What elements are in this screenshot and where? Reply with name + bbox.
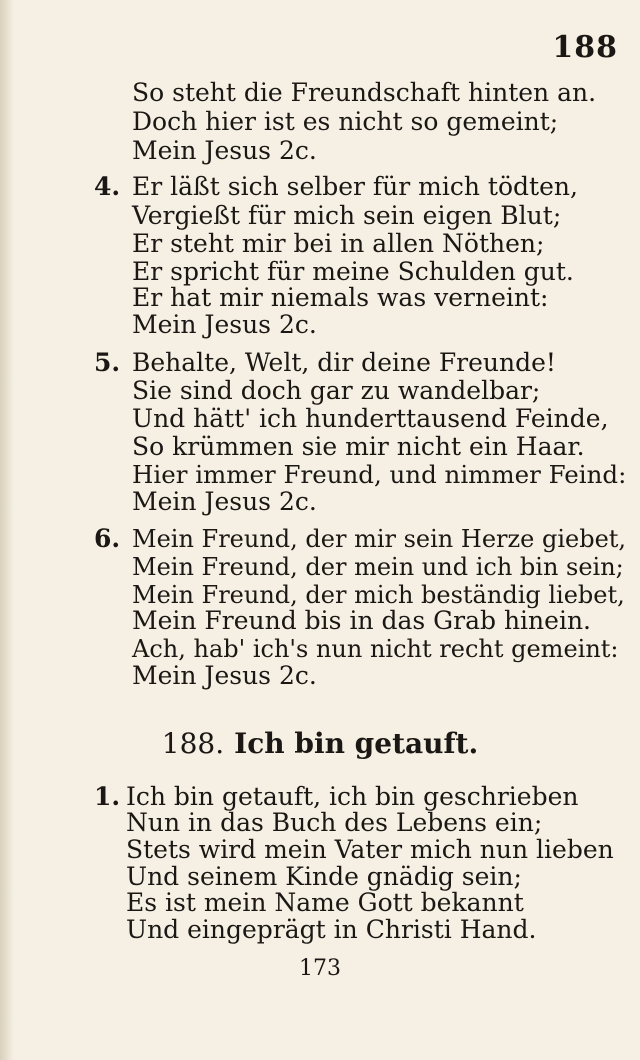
hymn-title xyxy=(0,726,640,762)
verse-line: Ach, hab' ich's nun nicht recht gemeint: xyxy=(132,635,619,663)
verse-line: Hier immer Freund, und nimmer Feind: xyxy=(132,460,627,489)
verse-line: Vergießt für mich sein eigen Blut; xyxy=(132,201,562,230)
verse-line: Er steht mir bei in allen Nöthen; xyxy=(132,229,545,258)
page-edge-shadow xyxy=(0,0,14,1060)
verse-refrain: Mein Jesus 2c. xyxy=(132,136,317,165)
verse-number: 6. xyxy=(94,524,121,553)
verse-line: Mein Freund, der mich beständig liebet, xyxy=(132,581,625,609)
verse-line: Mein Freund bis in das Grab hinein. xyxy=(132,606,591,635)
verse-line: Mein Freund, der mein und ich bin sein; xyxy=(132,553,624,581)
header-page-number: 188 xyxy=(552,30,618,65)
verse-number: 5. xyxy=(94,348,121,377)
verse-line: Er spricht für meine Schulden gut. xyxy=(132,257,574,286)
verse-number: 1. xyxy=(94,782,121,811)
verse-line: Nun in das Buch des Lebens ein; xyxy=(126,808,543,837)
verse-line: Mein Freund, der mir sein Herze giebet, xyxy=(132,525,627,553)
verse-line: Und seinem Kinde gnädig sein; xyxy=(126,862,522,891)
verse-number: 4. xyxy=(94,172,121,201)
verse-line: Stets wird mein Vater mich nun lieben xyxy=(126,835,614,864)
footer-page-number: 173 xyxy=(299,956,341,981)
verse-line: Sie sind doch gar zu wandelbar; xyxy=(132,376,541,405)
hymn-number: 188. xyxy=(161,727,225,760)
hymn-title-text: Ich bin getauft. xyxy=(234,727,479,760)
verse-line: Ich bin getauft, ich bin geschrieben xyxy=(126,782,579,811)
verse-line: So krümmen sie mir nicht ein Haar. xyxy=(132,432,585,461)
verse-refrain: Mein Jesus 2c. xyxy=(132,487,317,516)
verse-line: Er hat mir niemals was verneint: xyxy=(132,283,549,312)
verse-line: Es ist mein Name Gott bekannt xyxy=(126,888,524,917)
verse-line: Und hätt' ich hunderttausend Feinde, xyxy=(132,404,609,433)
verse-line: So steht die Freundschaft hinten an. xyxy=(132,78,597,107)
verse-line: Er läßt sich selber für mich tödten, xyxy=(132,172,578,201)
verse-refrain: Mein Jesus 2c. xyxy=(132,661,317,690)
verse-refrain: Mein Jesus 2c. xyxy=(132,310,317,339)
verse-line: Doch hier ist es nicht so gemeint; xyxy=(132,107,559,136)
verse-line: Und eingeprägt in Christi Hand. xyxy=(126,915,537,944)
verse-line: Behalte, Welt, dir deine Freunde! xyxy=(132,348,556,377)
